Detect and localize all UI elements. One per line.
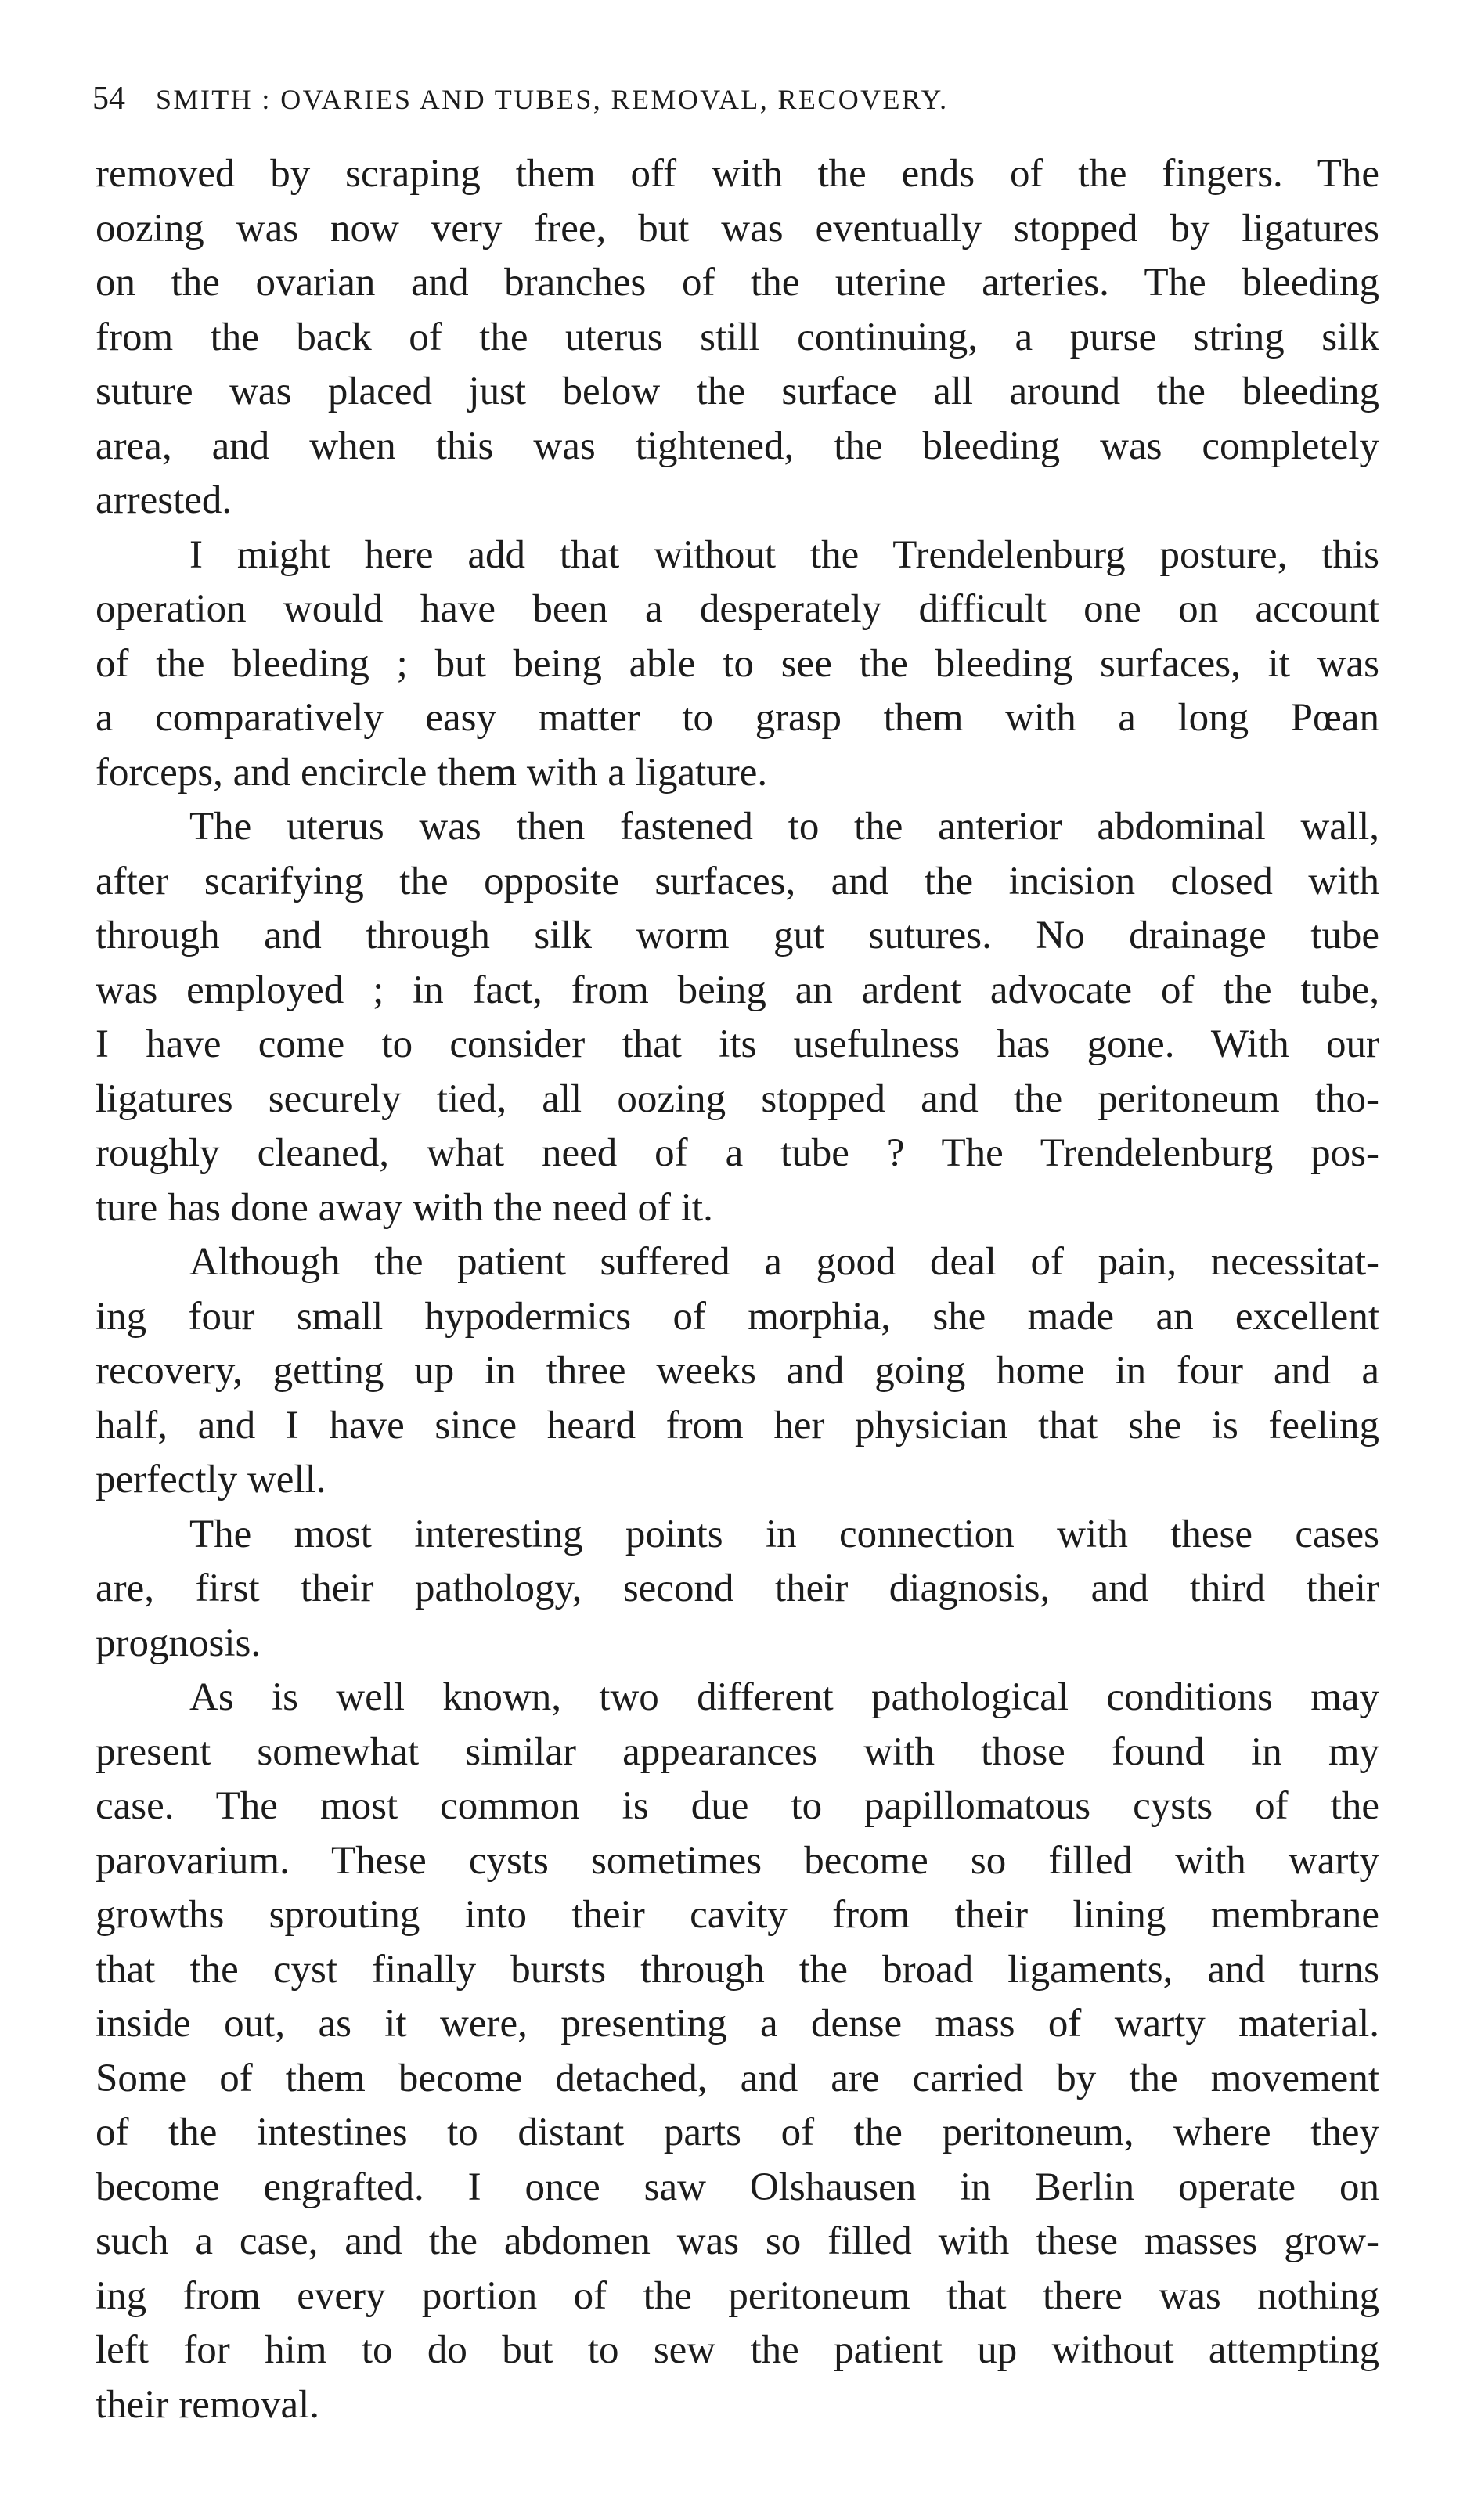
paragraph-5: [96, 1508, 1379, 1671]
text-line: ing from every portion of the peritoneum that there was nothing: [96, 2273, 1379, 2318]
text-line: area, and when this was tightened, the bleeding was completely: [96, 424, 1379, 468]
text-line: I might here add that without the Trendelenburg posture, this: [189, 532, 1379, 577]
text-line: through and through silk worm gut sutures. No drainage tube: [96, 914, 1379, 957]
paragraph-2: [96, 528, 1379, 801]
text-line: forceps, and encircle them with a ligature.: [96, 750, 768, 795]
text-line: roughly cleaned, what need of a tube ? The Trendelenburg pos-: [96, 1131, 1379, 1175]
running-head-title: SMITH : OVARIES AND TUBES, REMOVAL, RECOVERY.: [156, 84, 949, 115]
text-line: ligatures securely tied, all oozing stopped and the peritoneum tho-: [96, 1076, 1379, 1121]
text-line: recovery, getting up in three weeks and going home in four and a: [96, 1349, 1379, 1393]
text-line: removed by scraping them off with the ends of the fingers. The: [96, 152, 1379, 196]
text-line: present somewhat similar appearances with those found in my: [96, 1729, 1379, 1774]
text-line: a comparatively easy matter to grasp them with a long Pœan: [96, 696, 1379, 740]
paragraph-4: [96, 1235, 1379, 1508]
text-line: parovarium. These cysts sometimes become so filled with warty: [96, 1838, 1379, 1883]
text-line: case. The most common is due to papillomatous cysts of the: [96, 1784, 1379, 1828]
text-line: The most interesting points in connection with these cases: [189, 1512, 1379, 1556]
paragraph-1: [96, 147, 1379, 528]
text-line: oozing was now very free, but was eventually stopped by ligatures: [96, 206, 1379, 251]
text-line: I have come to consider that its usefulness has gone. With our: [96, 1022, 1379, 1066]
text-line: ing four small hypodermics of morphia, she made an excellent: [96, 1294, 1379, 1339]
text-line: perfectly well.: [96, 1458, 326, 1502]
text-line: prognosis.: [96, 1621, 261, 1665]
text-line: suture was placed just below the surface all around the bleeding: [96, 370, 1379, 413]
paragraph-3: [96, 800, 1379, 1235]
text-line: become engrafted. I once saw Olshausen in Berlin operate on: [96, 2165, 1379, 2209]
text-line: Although the patient suffered a good deal of pain, necessitat-: [189, 1240, 1379, 1284]
paragraph-6: [96, 1671, 1379, 2432]
text-line: such a case, and the abdomen was so filled with these masses grow-: [96, 2219, 1379, 2263]
text-line: growths sprouting into their cavity from their lining membrane: [96, 1893, 1379, 1937]
text-line: As is well known, two different pathological conditions may: [189, 1675, 1379, 1719]
text-line: Some of them become detached, and are carried by the movement: [96, 2056, 1379, 2100]
text-line: arrested.: [96, 478, 232, 522]
text-line: ture has done away with the need of it.: [96, 1185, 713, 1230]
text-line: from the back of the uterus still continuing, a purse string silk: [96, 315, 1379, 359]
text-line: operation would have been a desperately difficult one on account: [96, 587, 1379, 631]
text-line: inside out, as it were, presenting a dense mass of warty material.: [96, 2002, 1379, 2046]
text-line: left for him to do but to sew the patient up without attempting: [96, 2328, 1379, 2372]
body-text: [96, 147, 1379, 2432]
running-head: [92, 75, 1376, 122]
text-line: on the ovarian and branches of the uterine arteries. The bleeding: [96, 261, 1379, 305]
page-number: 54: [92, 81, 125, 117]
text-line: their removal.: [96, 2382, 320, 2427]
text-line: that the cyst finally bursts through the broad ligaments, and turns: [96, 1947, 1379, 1992]
text-line: was employed ; in fact, from being an ardent advocate of the tube,: [96, 968, 1379, 1012]
text-line: of the bleeding ; but being able to see the bleeding surfaces, it was: [96, 641, 1379, 686]
text-line: of the intestines to distant parts of the peritoneum, where they: [96, 2111, 1379, 2154]
text-line: The uterus was then fastened to the anterior abdominal wall,: [189, 805, 1379, 849]
text-line: half, and I have since heard from her physician that she is feeling: [96, 1403, 1379, 1447]
text-line: are, first their pathology, second their diagnosis, and third their: [96, 1566, 1379, 1610]
text-line: after scarifying the opposite surfaces, and the incision closed with: [96, 859, 1379, 903]
